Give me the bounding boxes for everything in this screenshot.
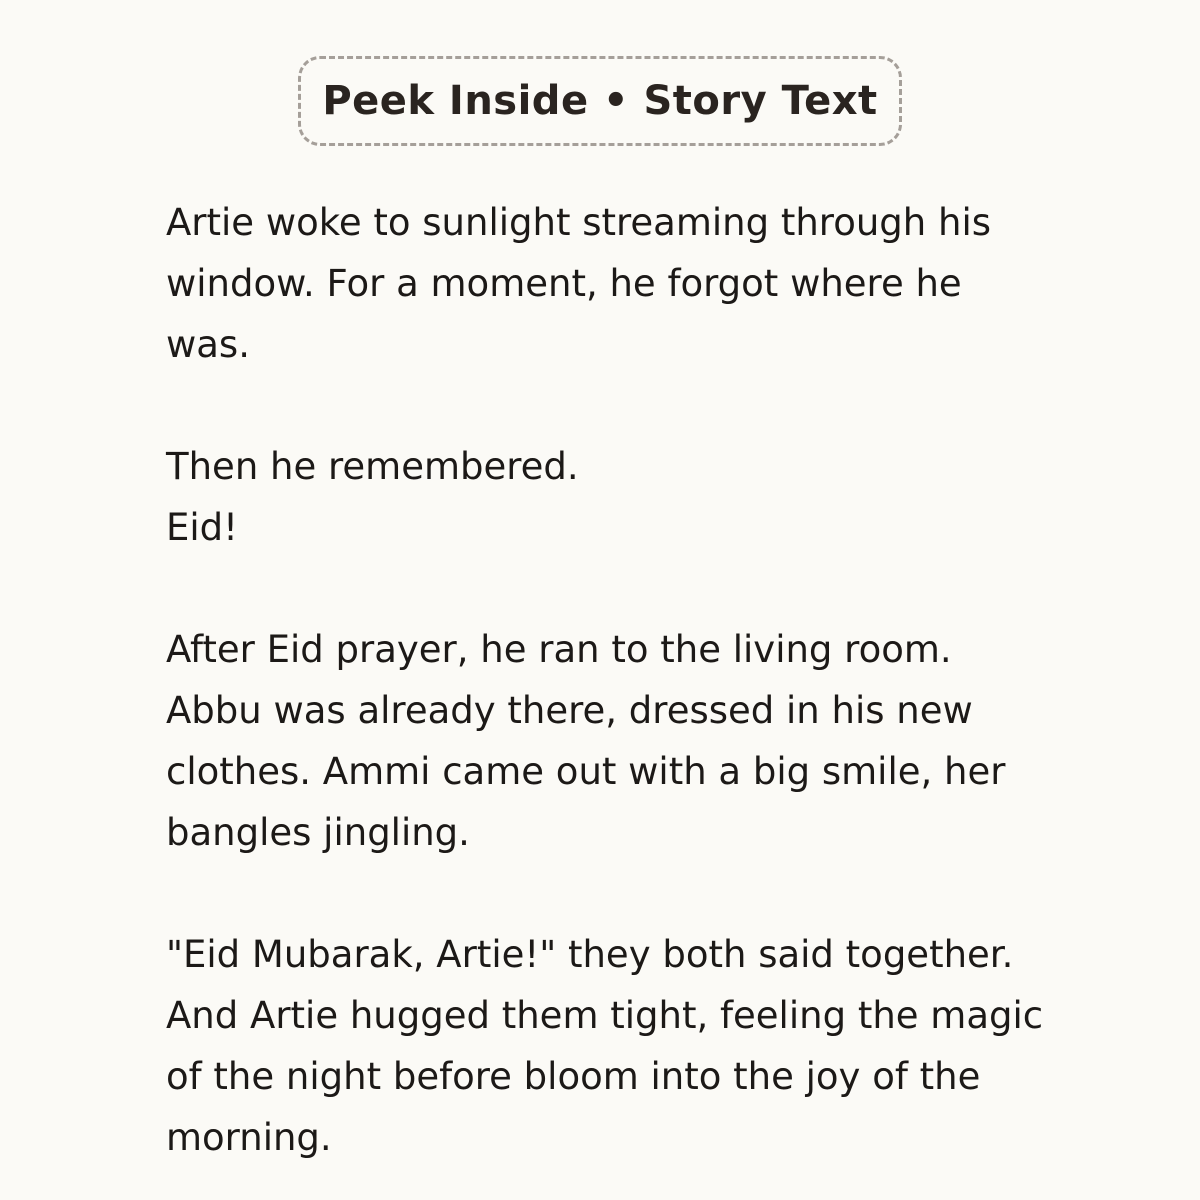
story-paragraph-4: "Eid Mubarak, Artie!" they both said together. And Artie hugged them tight, feeling the magic of the night before bloom into the joy of the morning. bbox=[166, 933, 1044, 1159]
paragraph-spacer bbox=[166, 863, 1166, 924]
story-paragraph-1: Artie woke to sunlight streaming through his window. For a moment, he forgot where he was. bbox=[166, 201, 992, 366]
story-text bbox=[166, 192, 1166, 1168]
paragraph-spacer bbox=[166, 558, 1166, 619]
title-badge bbox=[298, 56, 902, 146]
story-paragraph-2: Then he remembered. Eid! bbox=[166, 445, 579, 549]
story-paragraph-3: After Eid prayer, he ran to the living room. Abbu was already there, dressed in his new clothes. Ammi came out with a big smile, her bangles jingling. bbox=[166, 628, 1006, 854]
page-title: Peek Inside • Story Text bbox=[322, 78, 878, 124]
paragraph-spacer bbox=[166, 375, 1166, 436]
